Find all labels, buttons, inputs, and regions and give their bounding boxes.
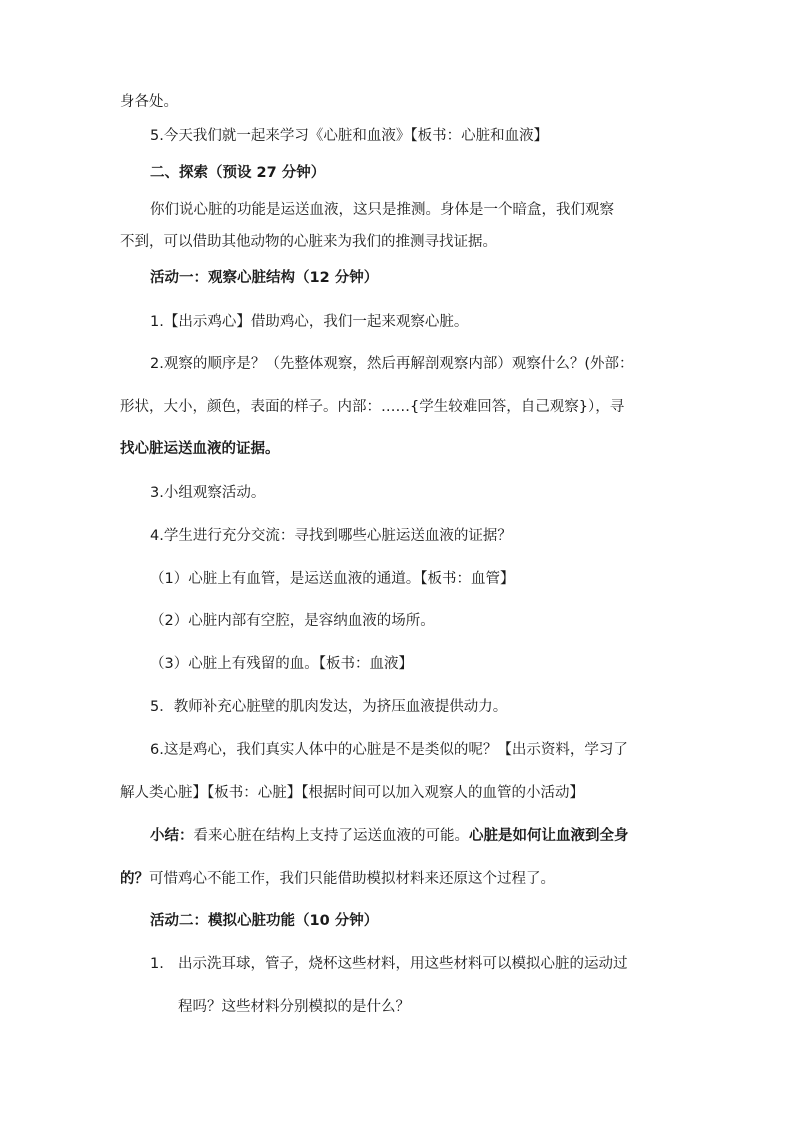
activity-heading: 活动二：模拟心脏功能（10 分钟） (150, 913, 379, 929)
list-item: 出示洗耳球，管子，烧杯这些材料，用这些材料可以模拟心脏的运动过 (178, 956, 628, 972)
paragraph-line: 1.【出示鸡心】借助鸡心，我们一起来观察心脏。 (150, 314, 469, 330)
paragraph-line: 6.这是鸡心，我们真实人体中的心脏是不是类似的呢？【出示资料，学习了 (150, 742, 628, 758)
list-item: （1）心脏上有血管，是运送血液的通道。【板书：血管】 (150, 571, 515, 587)
paragraph-line: 身各处。 (120, 94, 178, 110)
summary-text: 可惜鸡心不能工作，我们只能借助模拟材料来还原这个过程了。 (149, 871, 555, 887)
list-number: 1. (150, 956, 164, 972)
paragraph-line: 3.小组观察活动。 (150, 485, 266, 501)
paragraph-line: 5．教师补充心脏壁的肌肉发达，为挤压血液提供动力。 (150, 699, 508, 715)
paragraph-line: 解人类心脏】【板书：心脏】【根据时间可以加入观察人的血管的小活动】 (120, 785, 584, 801)
paragraph-line-bold: 找心脏运送血液的证据。 (120, 441, 280, 457)
paragraph-line: 你们说心脏的功能是运送血液，这只是推测。身体是一个暗盒，我们观察 (150, 202, 614, 218)
paragraph-line: 2.观察的顺序是？（先整体观察，然后再解剖观察内部）观察什么？(外部： (150, 356, 634, 372)
list-item: （2）心脏内部有空腔，是容纳血液的场所。 (150, 613, 435, 629)
summary-text: 看来心脏在结构上支持了运送血液的可能。 (193, 828, 469, 844)
summary-question: 心脏是如何让血液到全身 (469, 828, 629, 844)
paragraph-line: 形状，大小，颜色，表面的样子。内部：……{学生较难回答，自己观察}），寻 (120, 399, 625, 415)
list-item: （3）心脏上有残留的血。【板书：血液】 (150, 656, 413, 672)
activity-heading: 活动一：观察心脏结构（12 分钟） (150, 270, 379, 286)
list-item: 程吗？这些材料分别模拟的是什么？ (178, 999, 410, 1015)
summary-line (150, 826, 629, 846)
summary-label: 小结： (150, 828, 194, 844)
summary-question-end: 的？ (120, 871, 149, 887)
section-heading: 二、探索（预设 27 分钟） (150, 165, 326, 181)
paragraph-line: 5.今天我们就一起来学习《心脏和血液》【板书：心脏和血液】 (150, 128, 549, 144)
summary-line (120, 869, 555, 889)
paragraph-line: 4.学生进行充分交流：寻找到哪些心脏运送血液的证据？ (150, 528, 512, 544)
paragraph-line: 不到，可以借助其他动物的心脏来为我们的推测寻找证据。 (120, 234, 497, 250)
